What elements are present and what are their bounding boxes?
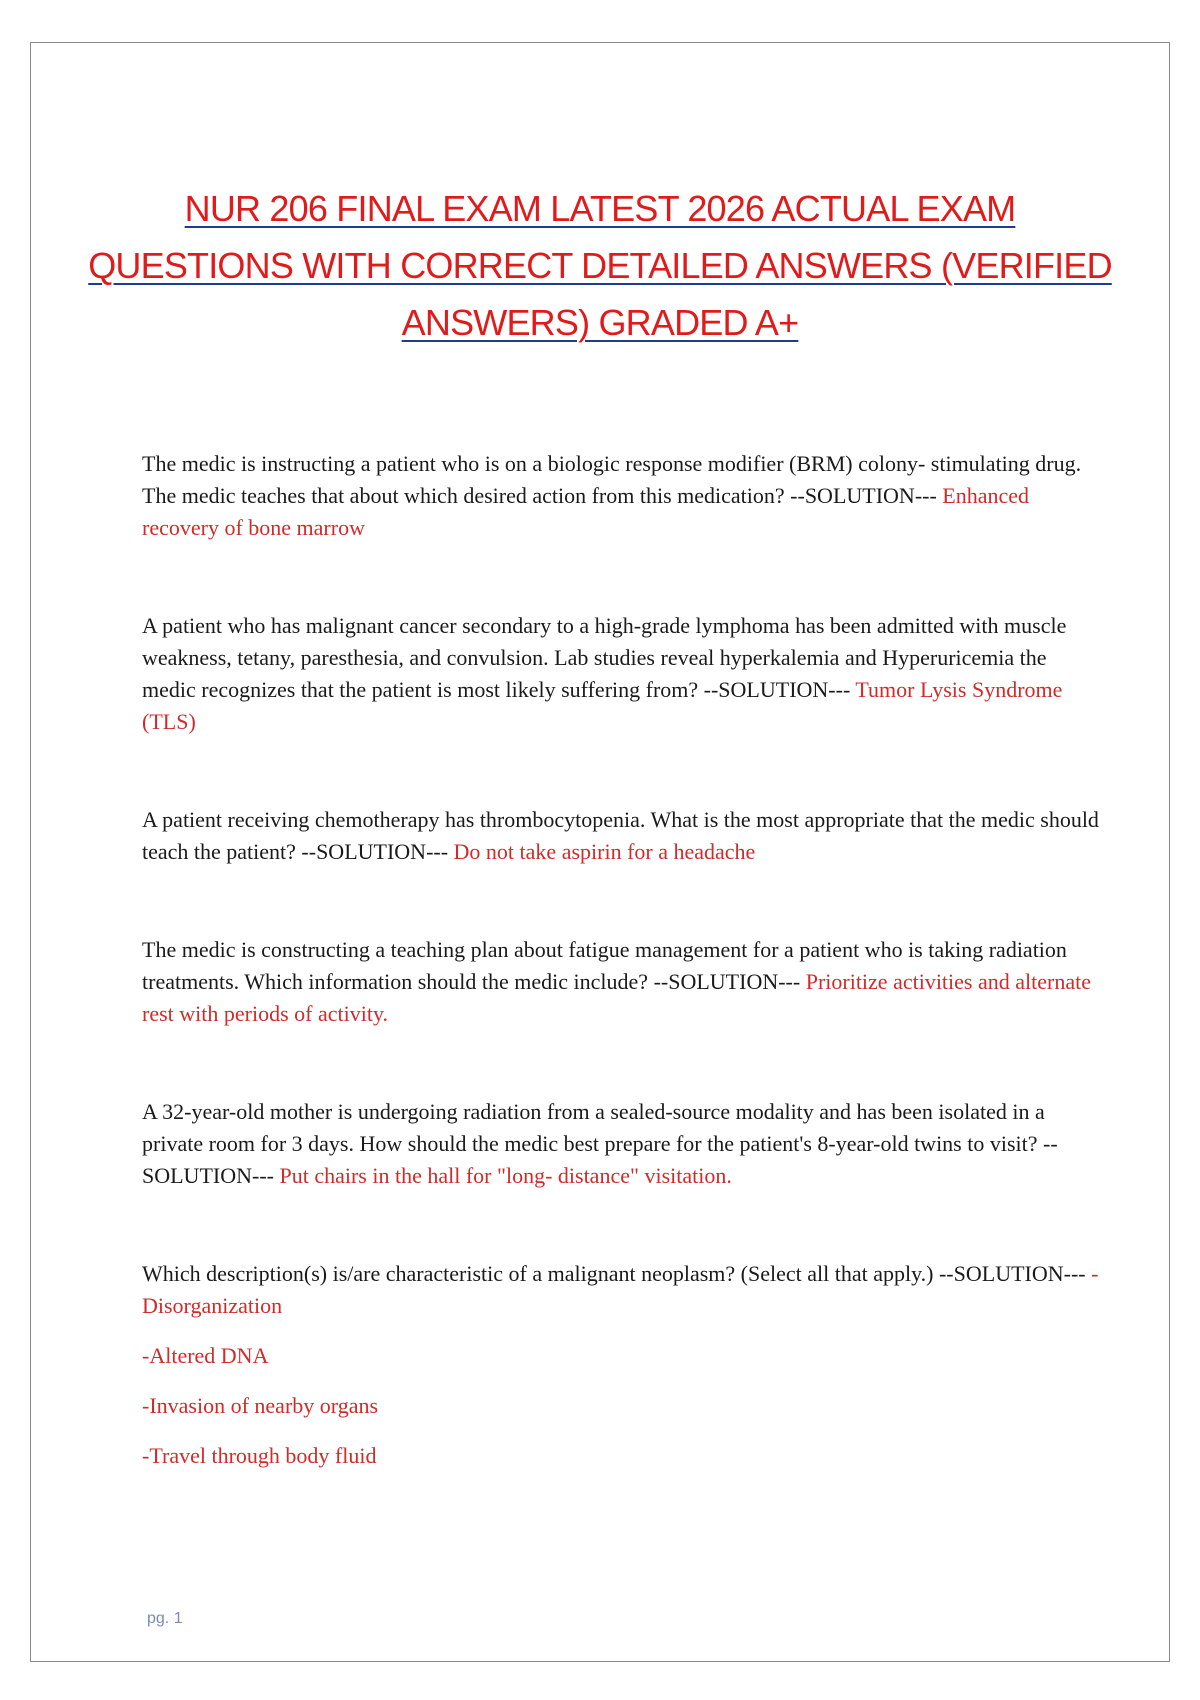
title-line: QUESTIONS WITH CORRECT DETAILED ANSWERS (VERIFIED [88, 245, 1112, 286]
answer-text: Do not take aspirin for a headache [453, 839, 756, 864]
question-item [142, 610, 1102, 738]
page-number: pg. 1 [147, 1610, 183, 1627]
answer-text: Tumor Lysis Syndrome (TLS) [142, 677, 1063, 734]
question-text: Which description(s) is/are characteristic of a malignant neoplasm? (Select all that apply.) [142, 1261, 934, 1286]
solution-marker: --SOLUTION--- [648, 969, 806, 994]
solution-marker: --SOLUTION--- [933, 1261, 1092, 1286]
question-item [142, 1258, 1102, 1472]
solution-marker: --SOLUTION--- [295, 839, 454, 864]
question-text: The medic is constructing a teaching plan about fatigue management for a patient who is taking radiation treatments. Which information should the medic include? [142, 937, 1067, 994]
answer-list-item: -Travel through body fluid [142, 1443, 377, 1468]
solution-marker: --SOLUTION--- [698, 677, 856, 702]
title-line: NUR 206 FINAL EXAM LATEST 2026 ACTUAL EXAM [184, 188, 1016, 229]
title-line: ANSWERS) GRADED A+ [401, 302, 799, 343]
question-item [142, 448, 1102, 544]
answer-text: Enhanced recovery of bone marrow [142, 483, 1030, 540]
question-item [142, 1096, 1102, 1192]
question-text: The medic is instructing a patient who is on a biologic response modifier (BRM) colony- stimulating drug. The medic teaches that about which desired action from this medication? [142, 451, 1082, 508]
answer-list-item: -Invasion of nearby organs [142, 1393, 379, 1418]
question-text: A patient receiving chemotherapy has thrombocytopenia. What is the most appropriate that the medic should teach the patient? [142, 807, 1099, 864]
question-text: A 32-year-old mother is undergoing radiation from a sealed-source modality and has been isolated in a private room for 3 days. How should the medic best prepare for the patient's 8-year-old twins to visit? [142, 1099, 1045, 1156]
document-title [60, 180, 1140, 351]
question-text: A patient who has malignant cancer secondary to a high-grade lymphoma has been admitted with muscle weakness, tetany, paresthesia, and convulsion. Lab studies reveal hyperkalemia and Hyperuricemia the medic recognizes that the patient is most likely suffering from? [142, 613, 1067, 702]
question-item [142, 934, 1102, 1030]
question-list [142, 448, 1102, 1472]
answer-text: -Disorganization [142, 1261, 1099, 1318]
answer-text: Put chairs in the hall for "long- distance" visitation. [279, 1163, 732, 1188]
answer-text: Prioritize activities and alternate rest with periods of activity. [142, 969, 1091, 1026]
answer-list-item: -Altered DNA [142, 1343, 269, 1368]
solution-marker: --SOLUTION--- [784, 483, 943, 508]
question-paragraph [142, 1258, 1102, 1322]
question-item [142, 804, 1102, 868]
solution-marker: --SOLUTION--- [142, 1131, 1058, 1188]
